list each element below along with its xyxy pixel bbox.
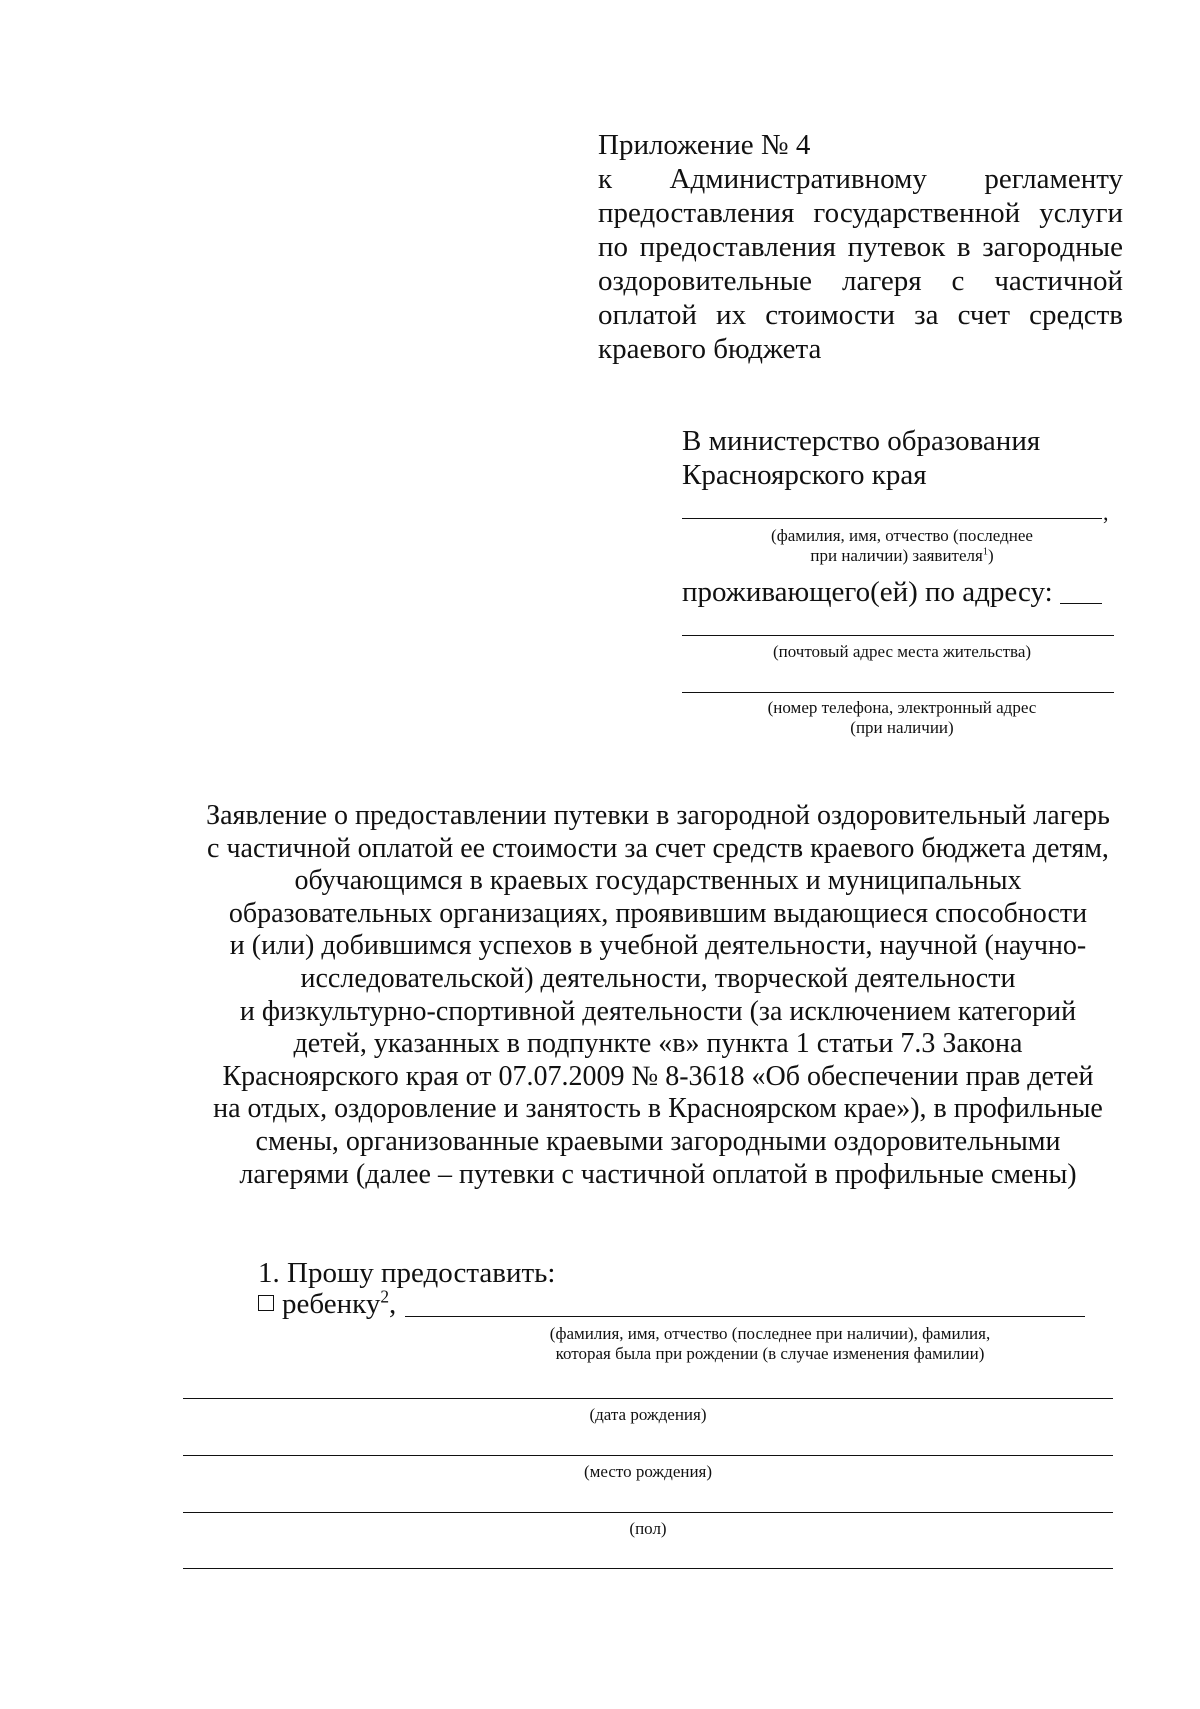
statement-line: на отдых, оздоровление и занятость в Красноярском крае»), в профильные [213, 1093, 1103, 1125]
ministry-line-2: Красноярского края [682, 459, 927, 491]
child-caption-line-1: (фамилия, имя, отчество (последнее при наличии), фамилия, [549, 1324, 991, 1343]
ministry-line-1: В министерство образования [682, 425, 1041, 457]
applicant-caption-close: ) [987, 546, 994, 565]
birth-place-caption: (место рождения) [583, 1462, 713, 1481]
statement-line: лагерями (далее – путевки с частичной оплатой в профильные смены) [239, 1158, 1077, 1190]
statement-line: и физкультурно-спортивной деятельности (за исключением категорий [239, 995, 1077, 1027]
statement-line: образовательных организациях, проявившим выдающиеся способности [228, 897, 1088, 929]
child-checkbox[interactable] [258, 1295, 274, 1311]
applicant-name-field[interactable] [682, 518, 1102, 519]
applicant-caption [682, 526, 1122, 566]
applicant-caption-text: при наличии) заявителя [810, 546, 983, 565]
contact-caption-line-2: (при наличии) [850, 718, 954, 737]
gender-field[interactable] [183, 1512, 1113, 1513]
footnote-2-marker: 2 [380, 1286, 390, 1307]
statement-line: и (или) добившимся успехов в учебной деятельности, научной (научно- [229, 930, 1087, 962]
residing-label: проживающего(ей) по адресу: [682, 576, 1053, 608]
address-caption: (почтовый адрес места жительства) [772, 642, 1032, 661]
child-name-caption [470, 1324, 1070, 1364]
applicant-caption-line-1: (фамилия, имя, отчество (последнее [771, 526, 1033, 545]
statement-line: смены, организованные краевыми загородными оздоровительными [255, 1125, 1061, 1157]
statement-line: с частичной оплатой ее стоимости за счет средств краевого бюджета детям, [207, 832, 1109, 864]
extra-field[interactable] [183, 1568, 1113, 1569]
gender-caption: (пол) [629, 1519, 667, 1538]
birth-place-field[interactable] [183, 1455, 1113, 1456]
contact-caption-line-1: (номер телефона, электронный адрес [767, 698, 1037, 717]
applicant-comma: , [1103, 500, 1109, 525]
section-1-heading: 1. Прошу предоставить: [258, 1257, 556, 1289]
appendix-header [598, 128, 1123, 366]
addressee-block [682, 424, 1122, 492]
birth-date-field[interactable] [183, 1398, 1113, 1399]
contact-caption [682, 698, 1122, 738]
child-name-field[interactable] [405, 1316, 1085, 1317]
address-start-field[interactable] [1060, 603, 1102, 604]
birth-date-caption: (дата рождения) [589, 1405, 707, 1424]
child-caption-line-2: которая была при рождении (в случае изменения фамилии) [555, 1344, 985, 1363]
statement-line: Заявление о предоставлении путевки в загородной оздоровительный лагерь [206, 800, 1110, 831]
child-label: ребенку [282, 1288, 381, 1320]
appendix-text: к Административному регламенту предоставления государственной услуги по предоставления путевок в загородные оздоровительные лагеря с частичной оплатой их стоимости за счет средств краевого бюджета [598, 163, 1123, 365]
contact-field[interactable] [682, 692, 1114, 693]
child-option [258, 1287, 396, 1321]
statement-title [178, 800, 1138, 1191]
statement-line: детей, указанных в подпункте «в» пункта 1 статьи 7.3 Закона [293, 1028, 1023, 1060]
statement-line: исследовательской) деятельности, творческой деятельности [300, 962, 1016, 994]
statement-line: Красноярского края от 07.07.2009 № 8-3618 «Об обеспечении прав детей [222, 1060, 1094, 1092]
address-field[interactable] [682, 635, 1114, 636]
child-comma: , [389, 1288, 397, 1320]
footnote-1-marker: 1 [982, 546, 988, 558]
applicant-caption-line-2 [682, 546, 1122, 566]
statement-line: обучающимся в краевых государственных и муниципальных [294, 865, 1022, 897]
appendix-title: Приложение № 4 [598, 129, 811, 161]
